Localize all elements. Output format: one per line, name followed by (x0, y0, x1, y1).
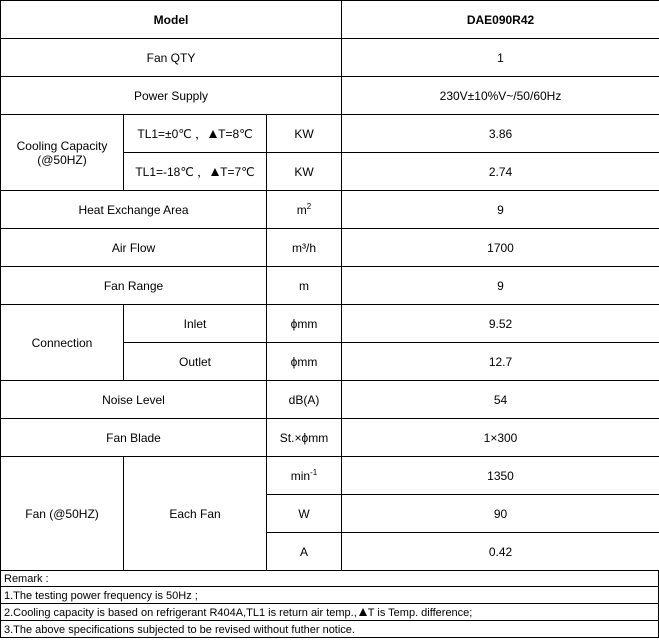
table-row-fan-blade (1, 419, 659, 457)
triangle-icon (209, 130, 217, 138)
heat-exchange-unit-sup: 2 (306, 201, 312, 211)
model-value: DAE090R42 (342, 1, 659, 39)
table-row-power-supply (1, 77, 659, 115)
triangle-icon (359, 608, 367, 616)
fan-blade-label: Fan Blade (1, 419, 267, 457)
model-label: Model (1, 1, 342, 39)
fan-speed-unit (267, 457, 342, 495)
cooling-capacity-label (1, 115, 124, 191)
air-flow-value: 1700 (342, 229, 659, 267)
table-row-noise-level (1, 381, 659, 419)
power-supply-value: 230V±10%V~/50/60Hz (342, 77, 659, 115)
cooling-capacity-label-line2: (@50HZ) (37, 152, 87, 167)
connection-outlet-unit: ϕmm (267, 343, 342, 381)
fan-speed-unit-sup: -1 (310, 467, 318, 477)
triangle-icon (211, 168, 219, 176)
cooling-value-2: 2.74 (342, 153, 659, 191)
fan-sub-label: Each Fan (124, 457, 267, 571)
fan-power-unit: W (267, 495, 342, 533)
table-row-fan-speed (1, 457, 659, 495)
heat-exchange-unit-base: m (296, 202, 307, 217)
noise-level-value: 54 (342, 381, 659, 419)
cooling-condition-2-b: T=7℃ (220, 164, 255, 179)
connection-outlet-value: 12.7 (342, 343, 659, 381)
heat-exchange-value: 9 (342, 191, 659, 229)
fan-power-value: 90 (342, 495, 659, 533)
connection-label: Connection (1, 305, 124, 381)
fan-speed-unit-base: min (290, 468, 311, 483)
fan-range-label: Fan Range (1, 267, 267, 305)
cooling-condition-2 (124, 153, 267, 191)
remark-line-1: 1.The testing power frequency is 50Hz ; (0, 587, 659, 604)
power-supply-label: Power Supply (1, 77, 342, 115)
table-row-connection-inlet (1, 305, 659, 343)
remark-line-2-a: 2.Cooling capacity is based on refrigerant R404A,TL1 is return air temp., (4, 607, 357, 619)
heat-exchange-label: Heat Exchange Area (1, 191, 267, 229)
noise-level-unit: dB(A) (267, 381, 342, 419)
cooling-condition-1 (124, 115, 267, 153)
cooling-condition-1-a: TL1=±0℃ ， (137, 126, 208, 141)
fan-qty-value: 1 (342, 39, 659, 77)
table-row-heat-exchange (1, 191, 659, 229)
cooling-unit-2: KW (267, 153, 342, 191)
air-flow-unit: m³/h (267, 229, 342, 267)
fan-range-value: 9 (342, 267, 659, 305)
cooling-condition-2-a: TL1=-18℃ ， (135, 164, 210, 179)
table-row-model (1, 1, 659, 39)
connection-inlet-label: Inlet (124, 305, 267, 343)
connection-outlet-label: Outlet (124, 343, 267, 381)
fan-current-value: 0.42 (342, 533, 659, 571)
heat-exchange-unit (267, 191, 342, 229)
connection-inlet-value: 9.52 (342, 305, 659, 343)
fan-speed-value: 1350 (342, 457, 659, 495)
remark-section (0, 570, 659, 642)
remark-line-2 (0, 604, 659, 621)
table-row-air-flow (1, 229, 659, 267)
cooling-value-1: 3.86 (342, 115, 659, 153)
table-row-fan-qty (1, 39, 659, 77)
remark-line-2-b: T is Temp. difference; (367, 607, 473, 619)
connection-inlet-unit: ϕmm (267, 305, 342, 343)
fan-qty-label: Fan QTY (1, 39, 342, 77)
table-row-cooling-1 (1, 115, 659, 153)
cooling-unit-1: KW (267, 115, 342, 153)
cooling-capacity-label-line1: Cooling Capacity (16, 138, 108, 153)
air-flow-label: Air Flow (1, 229, 267, 267)
fan-current-unit: A (267, 533, 342, 571)
table-row-fan-range (1, 267, 659, 305)
remark-title: Remark : (0, 570, 659, 587)
noise-level-label: Noise Level (1, 381, 267, 419)
fan-blade-unit: St.×ϕmm (267, 419, 342, 457)
cooling-condition-1-b: T=8℃ (218, 126, 253, 141)
fan-label: Fan (@50HZ) (1, 457, 124, 571)
fan-blade-value: 1×300 (342, 419, 659, 457)
remark-line-3: 3.The above specifications subjected to be revised without futher notice. (0, 621, 659, 638)
fan-range-unit: m (267, 267, 342, 305)
